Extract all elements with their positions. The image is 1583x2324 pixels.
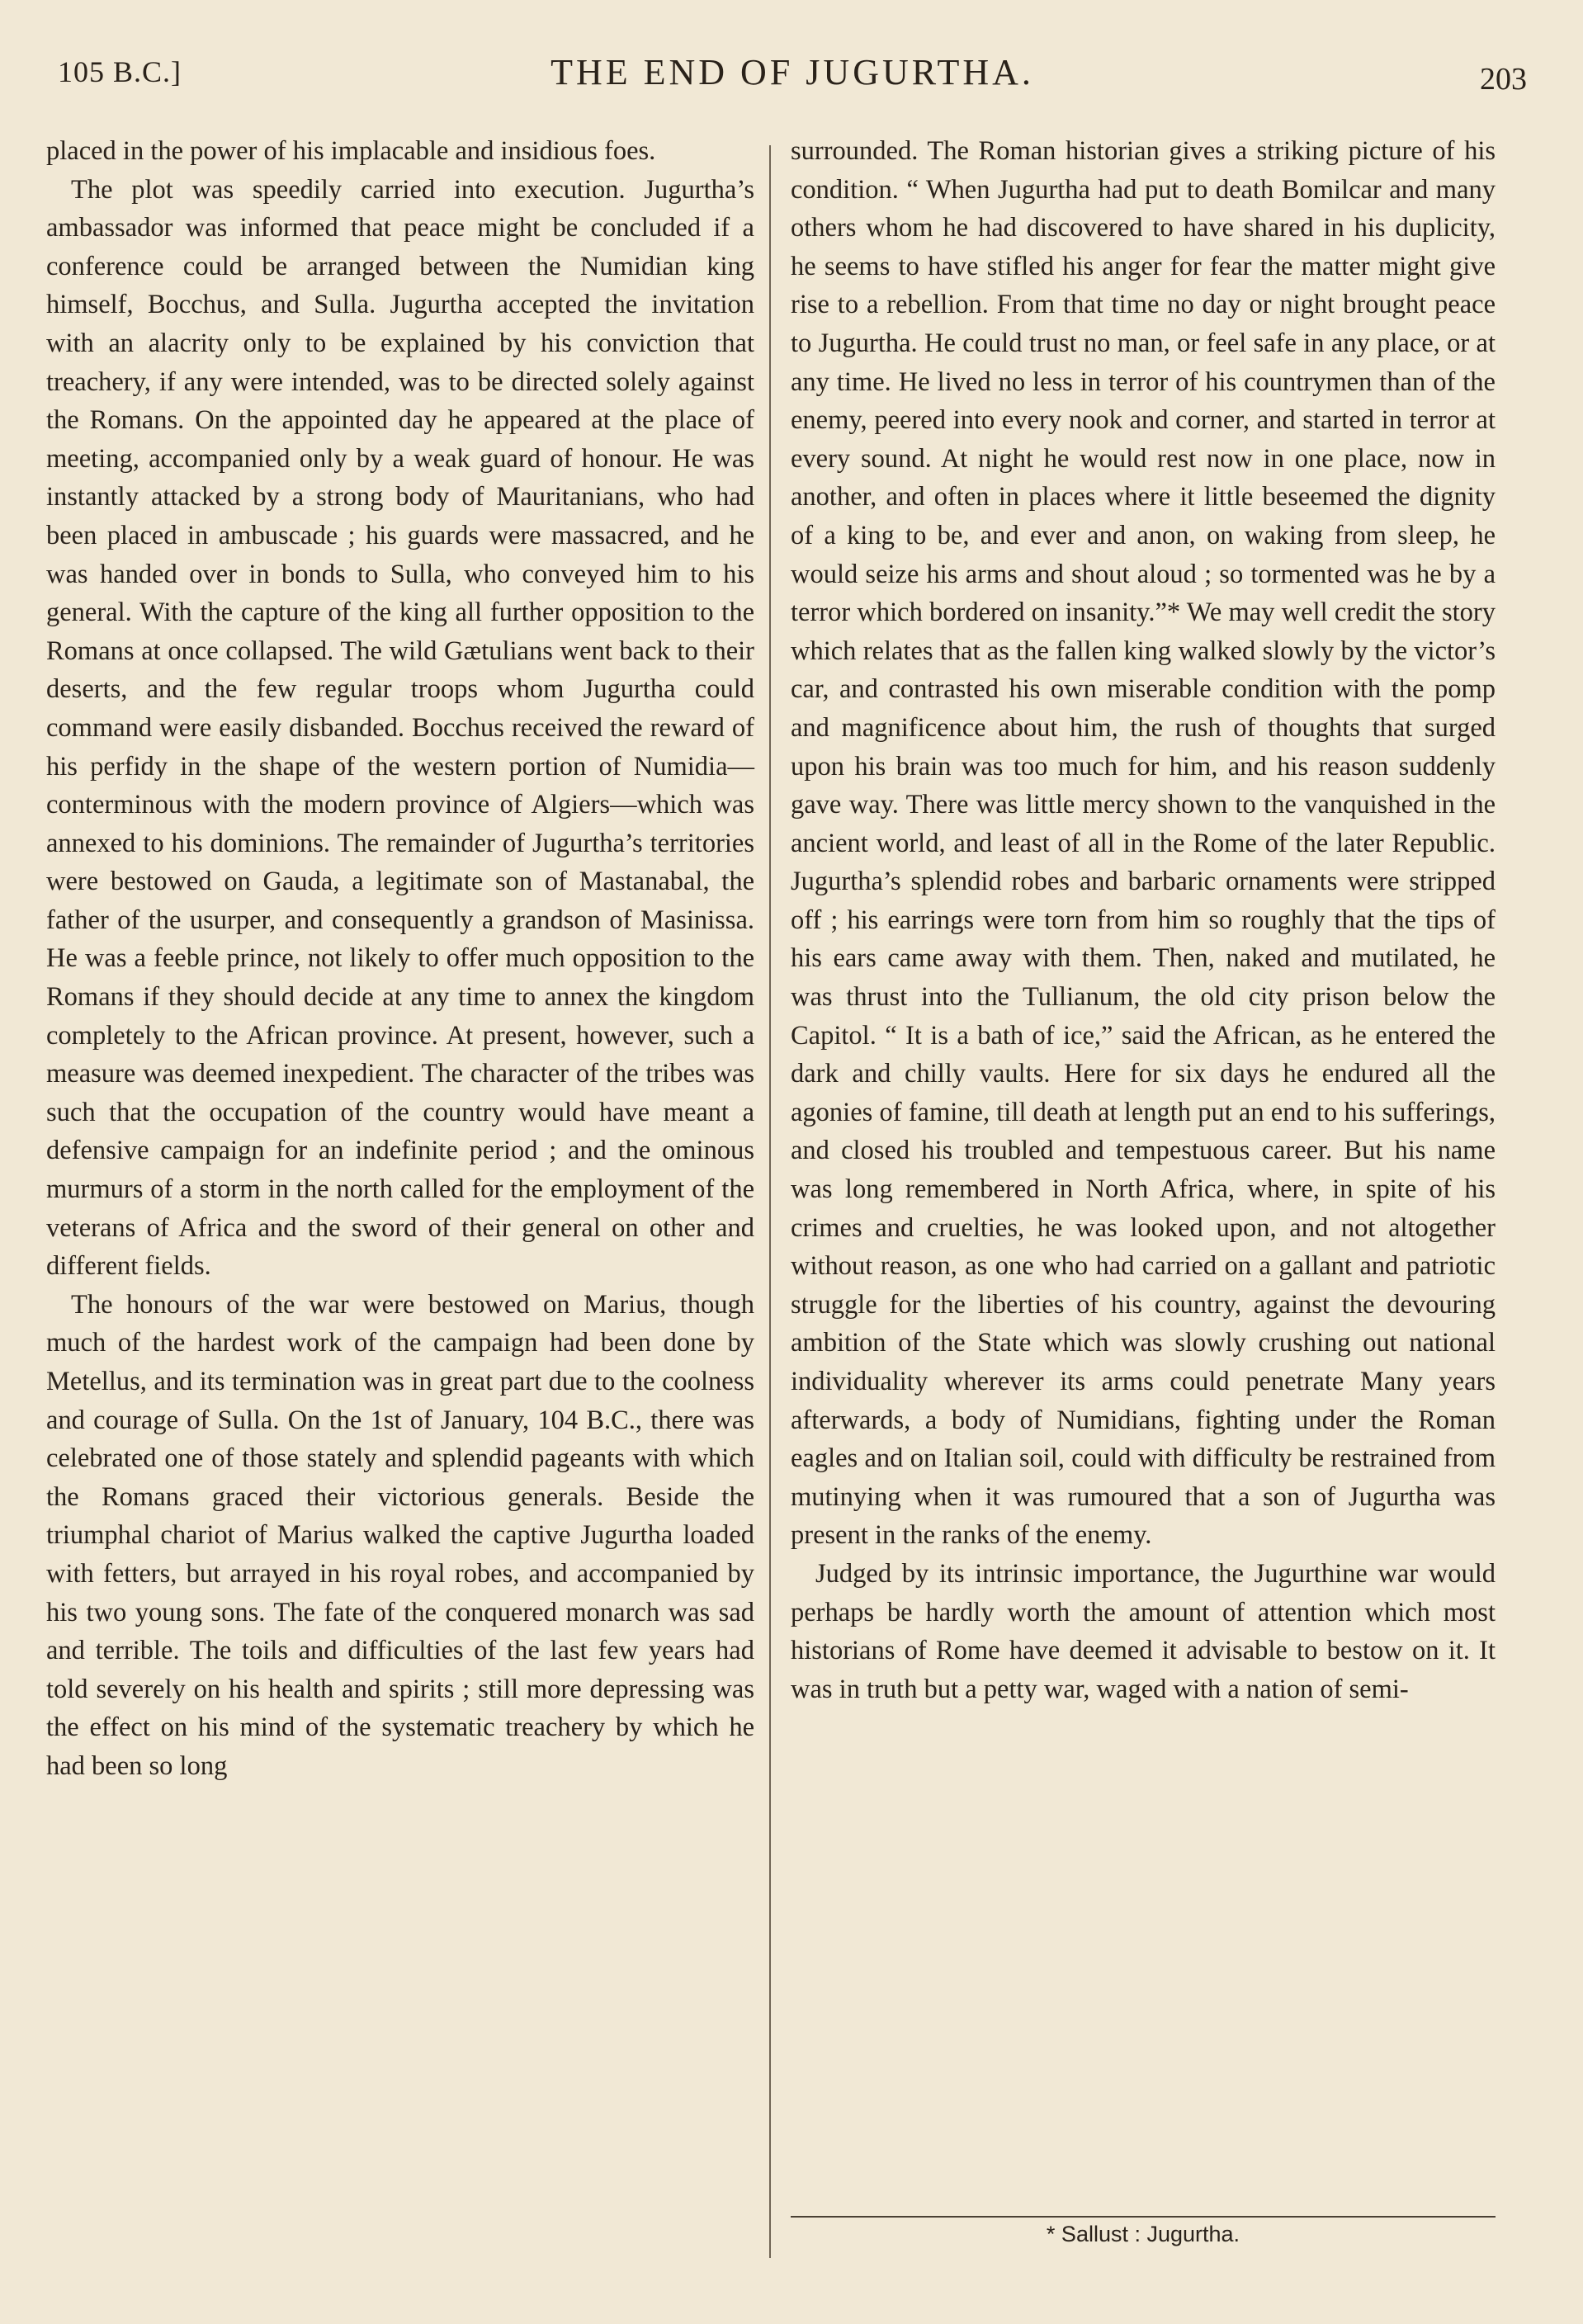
right-column <box>791 132 1496 1708</box>
paragraph: surrounded. The Roman historian gives a striking picture of his condition. “ When Jugurtha had put to death Bomilcar and many others whom he had discovered to have shared in his duplicity, he seems to have stifled his anger for fear the matter might give rise to a rebellion. From that time no day or night brought peace to Jugurtha. He could trust no man, or feel safe in any place, or at any time. He lived no less in terror of his countrymen than of the enemy, peered into every nook and corner, and started in terror at every sound. At night he would rest now in one place, now in another, and often in places where it little beseemed the dignity of a king to be, and ever and anon, on waking from sleep, he would seize his arms and shout aloud ; so tormented was he by a terror which bordered on insanity.”* We may well credit the story which relates that as the fallen king walked slowly by the victor’s car, and contrasted his own miserable condition with the pomp and magnificence about him, the rush of thoughts that surged upon his brain was too much for him, and his reason suddenly gave way. There was little mercy shown to the vanquished in the ancient world, and least of all in the Rome of the later Republic. Jugurtha’s splendid robes and barbaric ornaments were stripped off ; his earrings were torn from him so roughly that the tips of his ears came away with them. Then, naked and mutilated, he was thrust into the Tullianum, the old city prison below the Capitol. “ It is a bath of ice,” said the African, as he entered the dark and chilly vaults. Here for six days he endured all the agonies of famine, till death at length put an end to his sufferings, and closed his troubled and tempestuous career. But his name was long remembered in North Africa, where, in spite of his crimes and cruelties, he was looked upon, and not altogether without reason, as one who had carried on a gallant and patriotic struggle for the liberties of his country, against the devouring ambition of the State which was slowly crushing out national individuality wherever its arms could penetrate Many years afterwards, a body of Numidians, fighting under the Roman eagles and on Italian soil, could with difficulty be restrained from mutinying when it was rumoured that a son of Jugurtha was present in the ranks of the enemy. <box>791 136 1496 1551</box>
column-divider <box>769 145 771 2258</box>
chapter-title: THE END OF JUGURTHA. <box>551 52 1034 92</box>
paragraph: The honours of the war were bestowed on Marius, though much of the hardest work of the campaign had been done by Metellus, and its termination was in great part due to the coolness and courage of Sulla. On the 1st of January, 104 B.C., there was celebrated one of those stately and splendid pageants with which the Romans graced their victorious generals. Beside the triumphal chariot of Marius walked the captive Jugurtha loaded with fetters, but arrayed in his royal robes, and accompanied by his two young sons. The fate of the conquered monarch was sad and terrible. The toils and difficulties of the last few years had told severely on his health and spirits ; still more depressing was the effect on his mind of the systematic treachery by which he had been so long <box>46 1289 754 1781</box>
footnote: * Sallust : Jugurtha. <box>1046 2222 1240 2246</box>
header-date: 105 B.C.] <box>58 55 182 88</box>
left-column <box>46 132 754 1786</box>
paragraph: placed in the power of his implacable and insidious foes. <box>46 136 656 166</box>
paragraph: Judged by its intrinsic importance, the Jugurthine war would perhaps be hardly worth the amount of attention which most historians of Rome have deemed it advisable to bestow on it. It was in truth but a petty war, waged with a nation of semi- <box>791 1558 1496 1704</box>
running-header <box>58 48 1527 106</box>
page-number: 203 <box>1480 62 1527 97</box>
paragraph: The plot was speedily carried into execution. Jugurtha’s ambassador was informed that peace might be concluded if a conference could be arranged between the Numidian king himself, Bocchus, and Sulla. Jugurtha accepted the invitation with an alacrity only to be explained by his conviction that treachery, if any were intended, was to be directed solely against the Romans. On the appointed day he appeared at the place of meeting, accompanied only by a weak guard of honour. He was instantly attacked by a strong body of Mauritanians, who had been placed in ambuscade ; his guards were massacred, and he was handed over in bonds to Sulla, who conveyed him to his general. With the capture of the king all further opposition to the Romans at once collapsed. The wild Gætulians went back to their deserts, and the few regular troops whom Jugurtha could command were easily disbanded. Bocchus received the reward of his perfidy in the shape of the western portion of Numidia—conterminous with the modern province of Algiers—which was annexed to his dominions. The remainder of Jugurtha’s territories were bestowed on Gauda, a legitimate son of Mastanabal, the father of the usurper, and consequently a grandson of Masinissa. He was a feeble prince, not likely to offer much opposition to the Romans if they should decide at any time to annex the kingdom completely to the African province. At present, however, such a measure was deemed inexpedient. The character of the tribes was such that the occupation of the country would have meant a defensive campaign for an indefinite period ; and the ominous murmurs of a storm in the north called for the employment of the veterans of Africa and the sword of their general on other and different fields. <box>46 174 754 1282</box>
footnote-rule <box>791 2216 1496 2218</box>
